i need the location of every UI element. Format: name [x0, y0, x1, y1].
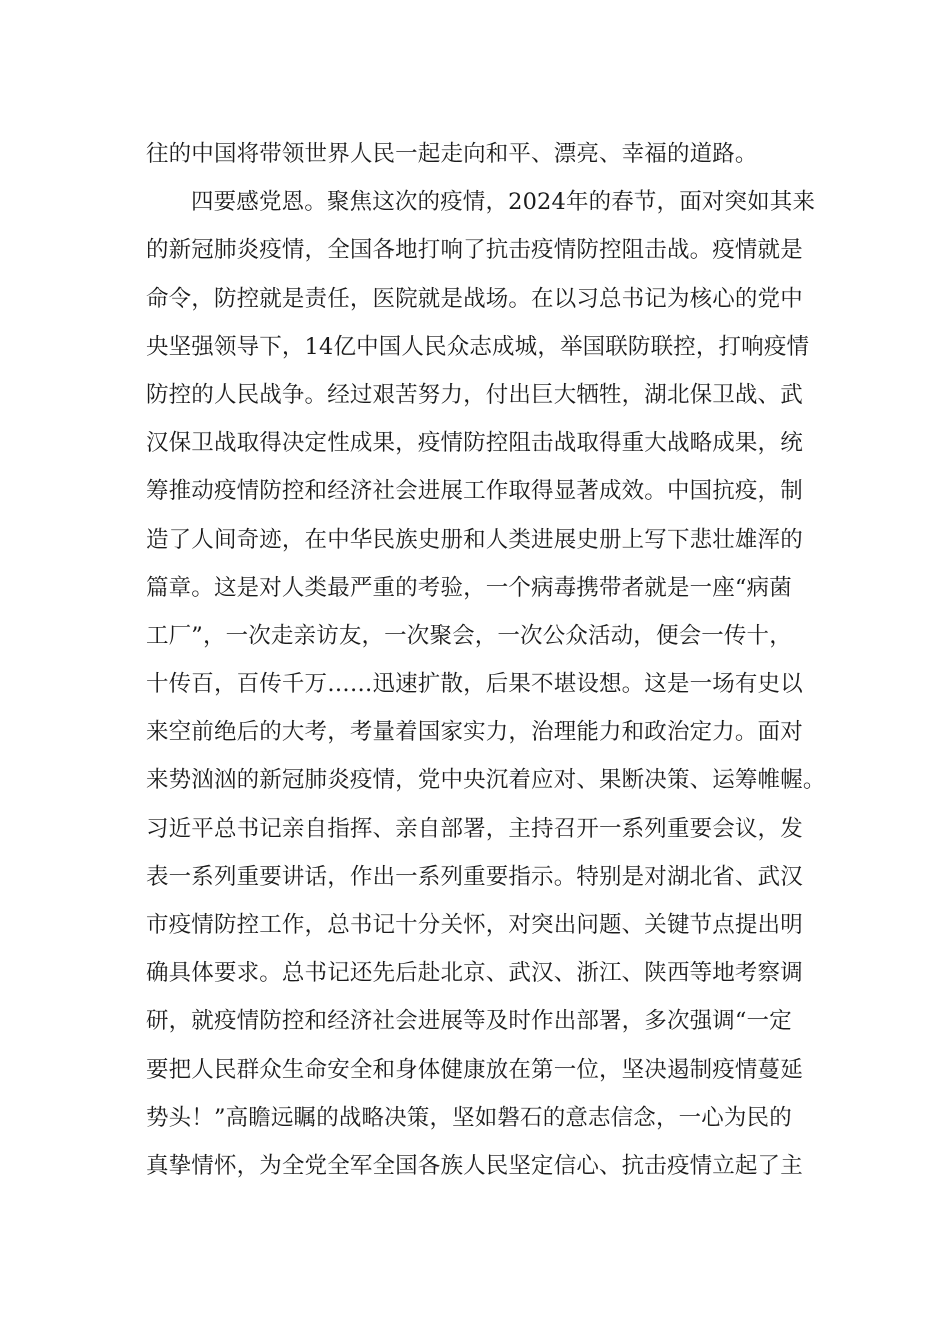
text-line: 汉保卫战取得决定性成果，疫情防控阻击战取得重大战略成果，统: [146, 430, 803, 457]
text-line: 防控的人民战争。经过艰苦努力，付出巨大牺牲，湖北保卫战、武: [146, 381, 803, 408]
text-line: 表一系列重要讲话，作出一系列重要指示。特别是对湖北省、武汉: [146, 863, 803, 890]
text-line: 造了人间奇迹，在中华民族史册和人类进展史册上写下悲壮雄浑的: [146, 526, 803, 553]
body-text: [146, 130, 836, 1190]
text-line: 真挚情怀，为全党全军全国各族人民坚定信心、抗击疫情立起了主: [146, 1152, 803, 1179]
text-line: 央坚强领导下，14亿中国人民众志成城，举国联防联控，打响疫情: [146, 333, 810, 360]
text-line: 来势汹汹的新冠肺炎疫情，党中央沉着应对、果断决策、运筹帷幄。: [146, 767, 826, 794]
text-line: 往的中国将带领世界人民一起走向和平、漂亮、幸福的道路。: [146, 141, 758, 167]
text-line: 的新冠肺炎疫情，全国各地打响了抗击疫情防控阻击战。疫情就是: [146, 237, 803, 264]
paragraph-start-line: 四要感党恩。聚焦这次的疫情，2024年的春节，面对突如其来: [191, 189, 816, 216]
text-line: 工厂”，一次走亲访友，一次聚会，一次公众活动，便会一传十，: [146, 622, 792, 649]
text-line: 习近平总书记亲自指挥、亲自部署，主持召开一系列重要会议，发: [146, 815, 803, 842]
text-line: 要把人民群众生命安全和身体健康放在第一位，坚决遏制疫情蔓延: [146, 1056, 803, 1083]
text-line: 势头！”高瞻远瞩的战略决策，坚如磐石的意志信念，一心为民的: [146, 1104, 792, 1131]
text-line: 来空前绝后的大考，考量着国家实力，治理能力和政治定力。面对: [146, 719, 803, 746]
text-line: 十传百，百传千万……迅速扩散，后果不堪设想。这是一场有史以: [146, 671, 803, 698]
text-line: 筹推动疫情防控和经济社会进展工作取得显著成效。中国抗疫，制: [146, 478, 803, 505]
text-line: 确具体要求。总书记还先后赴北京、武汉、浙江、陕西等地考察调: [146, 960, 803, 987]
text-line: 命令，防控就是责任，医院就是战场。在以习总书记为核心的党中: [146, 285, 803, 312]
text-line: 市疫情防控工作，总书记十分关怀，对突出问题、关键节点提出明: [146, 912, 803, 938]
text-line: 篇章。这是对人类最严重的考验，一个病毒携带者就是一座“病菌: [146, 574, 792, 601]
text-line: 研，就疫情防控和经济社会进展等及时作出部署，多次强调“一定: [146, 1008, 792, 1035]
